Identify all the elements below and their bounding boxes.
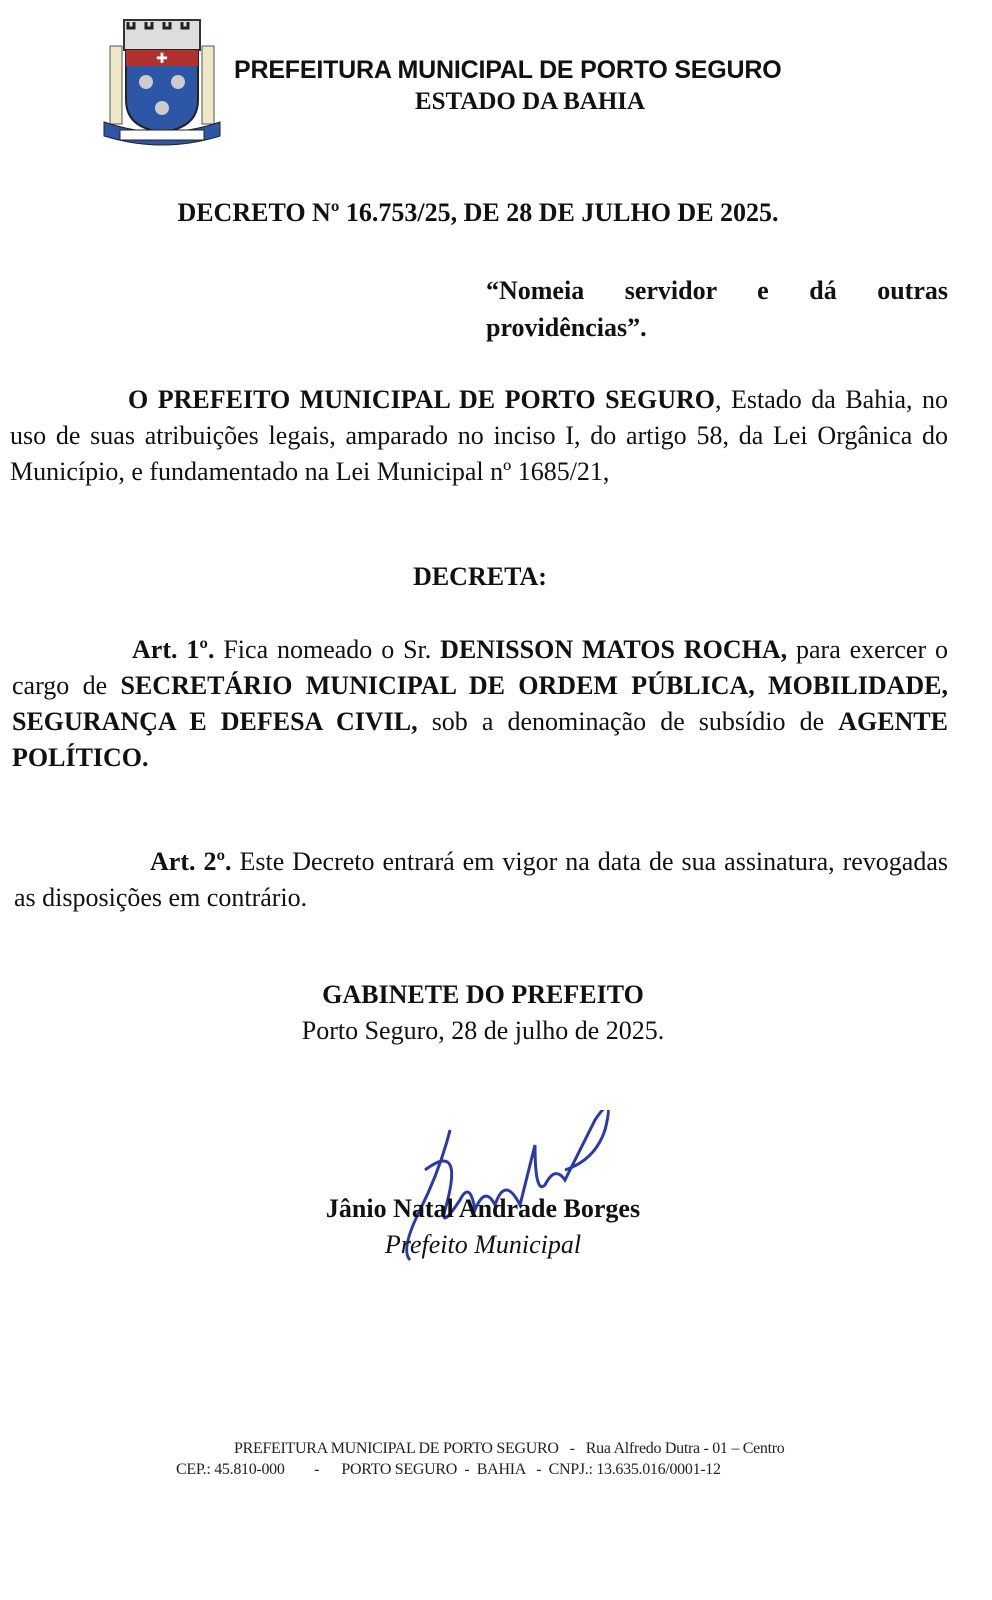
art1-text: sob a denominação de subsídio de — [417, 707, 839, 736]
art1-text: Fica nomeado o Sr. — [214, 635, 441, 664]
art1-label: Art. 1º. — [132, 635, 215, 664]
svg-text:✚: ✚ — [156, 52, 168, 67]
state-name: ESTADO DA BAHIA — [414, 88, 646, 115]
appointed-role: SECRETÁRIO MUNICIPAL DE ORDEM PÚBLICA, MOBILIDADE, SEGURANÇA E DEFESA CIVIL, — [12, 671, 948, 736]
decree-title: DECRETO Nº 16.753/25, DE 28 DE JULHO DE 2025. — [177, 198, 779, 227]
preamble-text: , Estado da Bahia, no uso de suas atribuições legais, amparado no inciso I, do artigo 58, da Lei Orgânica do Município, e fundamentado na Lei Municipal nº 1685/21, — [10, 385, 949, 486]
coat-of-arms-logo — [102, 18, 222, 146]
preamble-paragraph — [10, 382, 948, 490]
art1-text: para exercer o cargo de — [12, 635, 948, 700]
institution-name: PREFEITURA MUNICIPAL DE PORTO SEGURO — [234, 56, 782, 84]
closing-heading: GABINETE DO PREFEITO — [322, 980, 644, 1009]
decree-ementa: “Nomeia servidor e dá outras providências”. — [486, 276, 948, 342]
art2-label: Art. 2º. — [150, 847, 232, 876]
appointee-name: DENISSON MATOS ROCHA, — [440, 635, 788, 664]
footer-line-1: PREFEITURA MUNICIPAL DE PORTO SEGURO - Rua Alfredo Dutra - 01 – Centro — [234, 1440, 785, 1457]
art2-text: Este Decreto entrará em vigor na data de sua assinatura, revogadas as disposições em contrário. — [14, 847, 948, 912]
preamble-authority: O PREFEITO MUNICIPAL DE PORTO SEGURO — [128, 385, 715, 414]
signatory-role: Prefeito Municipal — [384, 1230, 582, 1259]
article-2 — [14, 844, 948, 916]
role-category: AGENTE POLÍTICO. — [12, 707, 948, 772]
decreta-heading: DECRETA: — [413, 562, 547, 591]
footer-line-2: CEP.: 45.810-000 - PORTO SEGURO - BAHIA - CNPJ.: 13.635.016/0001-12 — [176, 1461, 721, 1478]
article-1 — [12, 632, 948, 776]
place-date: Porto Seguro, 28 de julho de 2025. — [301, 1016, 665, 1045]
signatory-name: Jânio Natal Andrade Borges — [325, 1194, 641, 1223]
